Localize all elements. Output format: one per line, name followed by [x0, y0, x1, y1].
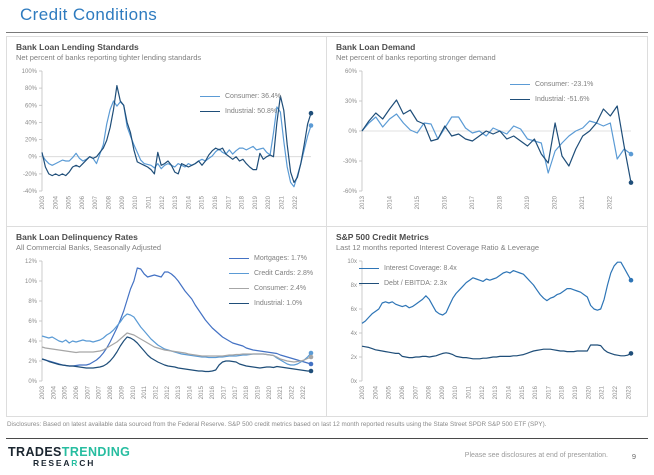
- x-tick-label: 2015: [199, 196, 206, 210]
- legend-label: Consumer: 2.4%: [254, 285, 307, 292]
- x-tick-label: 2020: [266, 196, 273, 210]
- legend-item-debt-ebitda: [359, 276, 457, 291]
- x-tick-label: 2010: [133, 196, 140, 210]
- legend-item-mortgages: [229, 251, 313, 266]
- x-tick-label: 2014: [186, 196, 193, 210]
- y-tick-label: 60%: [344, 69, 357, 75]
- chart-title: S&P 500 Credit Metrics: [336, 232, 429, 242]
- chart-panel-lending-standards: [7, 37, 327, 227]
- y-tick-label: 0%: [348, 129, 357, 135]
- x-tick-label: 2018: [239, 196, 246, 210]
- series-line-consumer: [42, 333, 311, 362]
- disclosure-text: Disclosures: Based on latest available data sourced from the Federal Reserve. S&P 500 credit metrics based on last 12 month reported results using the State Street SPDR S&P 500 ETF (SPY).: [7, 421, 547, 428]
- y-tick-label: 12%: [24, 259, 37, 265]
- x-tick-label: 2004: [51, 386, 58, 400]
- chart-subtitle: Net percent of banks reporting tighter lending standards: [16, 53, 202, 62]
- y-tick-label: 2x: [350, 355, 357, 361]
- y-tick-label: 100%: [21, 69, 37, 75]
- chart-title: Bank Loan Delinquency Rates: [16, 232, 138, 242]
- logo-trades: TRADES: [8, 445, 62, 459]
- legend-label: Mortgages: 1.7%: [254, 255, 307, 262]
- chart-legend: [359, 261, 457, 291]
- legend-item-consumer: [200, 89, 281, 104]
- series-end-dot-industrial: [629, 180, 634, 185]
- legend-line-swatch: [510, 99, 530, 101]
- series-end-dot-mortgages: [309, 362, 314, 367]
- series-end-dot-industrial: [309, 111, 314, 116]
- x-tick-label: 2006: [74, 386, 80, 400]
- x-tick-label: 2016: [213, 196, 219, 210]
- y-tick-label: 0%: [28, 379, 37, 385]
- y-tick-label: -20%: [22, 171, 37, 178]
- x-tick-label: 2018: [559, 386, 566, 400]
- x-tick-label: 2020: [586, 386, 593, 400]
- line-chart-loan-demand: [332, 65, 644, 225]
- x-tick-label: 2021: [279, 196, 286, 210]
- legend-item-industrial: [200, 104, 281, 119]
- x-tick-label: 2016: [442, 196, 449, 210]
- company-logo: [8, 446, 130, 468]
- x-tick-label: 2021: [599, 386, 606, 400]
- legend-item-credit-cards: [229, 266, 313, 281]
- chart-legend: [510, 77, 593, 107]
- x-tick-label: 2017: [470, 196, 476, 210]
- legend-line-swatch: [200, 96, 220, 98]
- x-tick-label: 2020: [266, 386, 273, 400]
- y-tick-label: 30%: [344, 99, 357, 105]
- x-tick-label: 2010: [130, 386, 137, 400]
- x-tick-label: 2007: [85, 386, 92, 400]
- legend-label: Industrial: 50.8%: [225, 108, 278, 115]
- chart-grid: [6, 36, 648, 417]
- x-tick-label: 2020: [552, 196, 559, 210]
- y-tick-label: -40%: [22, 189, 37, 195]
- x-tick-label: 2013: [360, 196, 366, 210]
- y-tick-label: 8x: [350, 283, 357, 289]
- x-tick-label: 2012: [164, 386, 171, 400]
- chart-subtitle: Net percent of banks reporting stronger demand: [336, 53, 496, 62]
- x-tick-label: 2003: [40, 386, 46, 400]
- legend-line-swatch: [229, 258, 249, 260]
- y-tick-label: 4x: [350, 331, 357, 337]
- series-end-dot-credit-cards: [309, 351, 314, 356]
- series-line-debt-ebitda: [362, 345, 631, 359]
- y-tick-label: 4%: [28, 339, 37, 345]
- logo-research: RESEARCH: [33, 458, 96, 469]
- x-tick-label: 2003: [360, 386, 366, 400]
- legend-label: Debt / EBITDA: 2.3x: [384, 280, 448, 287]
- legend-item-interest-coverage: [359, 261, 457, 276]
- legend-line-swatch: [359, 283, 379, 285]
- x-tick-label: 2008: [108, 386, 115, 400]
- x-tick-label: 2018: [497, 196, 504, 210]
- x-tick-label: 2021: [278, 386, 285, 400]
- legend-item-consumer: [229, 281, 313, 296]
- x-tick-label: 2011: [142, 386, 149, 399]
- chart-legend: [229, 251, 313, 311]
- chart-subtitle: Last 12 months reported Interest Coverage Ratio & Leverage: [336, 243, 540, 252]
- x-tick-label: 2013: [176, 386, 183, 400]
- y-tick-label: 60%: [24, 103, 37, 110]
- legend-line-swatch: [229, 273, 249, 275]
- x-tick-label: 2005: [386, 386, 393, 400]
- x-tick-label: 2006: [399, 386, 406, 400]
- x-tick-label: 2022: [300, 386, 307, 400]
- legend-label: Consumer: 36.4%: [225, 93, 282, 100]
- x-tick-label: 2012: [159, 196, 166, 210]
- series-line-credit-cards: [42, 314, 311, 365]
- y-tick-label: 0x: [350, 379, 357, 385]
- y-tick-label: -60%: [342, 189, 357, 195]
- series-end-dot-interest-coverage: [629, 278, 634, 283]
- x-tick-label: 2015: [415, 196, 421, 210]
- x-tick-label: 2013: [493, 386, 500, 400]
- series-end-dot-consumer: [309, 355, 314, 360]
- x-tick-label: 2005: [62, 386, 69, 400]
- x-tick-label: 2008: [426, 386, 433, 400]
- series-end-dot-consumer: [629, 152, 634, 157]
- legend-line-swatch: [510, 84, 530, 86]
- series-line-industrial: [362, 100, 631, 183]
- legend-label: Consumer: -23.1%: [535, 81, 594, 88]
- x-tick-label: 2014: [506, 386, 513, 400]
- chart-panel-loan-demand: [327, 37, 647, 227]
- footer-note: Please see disclosures at end of presentation.: [464, 452, 608, 459]
- logo-trending: TRENDING: [61, 445, 131, 459]
- x-tick-label: 2011: [146, 196, 153, 209]
- y-tick-label: 80%: [24, 86, 37, 93]
- legend-label: Interest Coverage: 8.4x: [384, 265, 457, 272]
- x-tick-label: 2017: [226, 196, 233, 210]
- legend-line-swatch: [229, 303, 249, 305]
- chart-title: Bank Loan Demand: [336, 42, 416, 52]
- x-tick-label: 2015: [198, 386, 205, 400]
- series-line-consumer: [362, 114, 631, 173]
- legend-item-industrial: [229, 296, 313, 311]
- legend-label: Industrial: -51.6%: [535, 96, 590, 103]
- x-tick-label: 2019: [573, 386, 579, 400]
- y-tick-label: -30%: [342, 159, 357, 165]
- legend-label: Industrial: 1.0%: [254, 300, 303, 307]
- x-tick-label: 2022: [613, 386, 619, 400]
- header-divider: [6, 32, 648, 33]
- x-tick-label: 2003: [40, 196, 46, 210]
- x-tick-label: 2019: [525, 196, 531, 210]
- x-tick-label: 2017: [232, 386, 239, 400]
- y-tick-label: 8%: [28, 299, 37, 305]
- x-tick-label: 2022: [292, 196, 299, 210]
- x-tick-label: 2023: [626, 386, 633, 400]
- x-tick-label: 2016: [533, 386, 540, 400]
- series-line-industrial: [42, 337, 311, 372]
- series-end-dot-consumer: [309, 123, 314, 128]
- chart-subtitle: All Commercial Banks, Seasonally Adjusted: [16, 243, 162, 252]
- x-tick-label: 2012: [479, 386, 486, 400]
- x-tick-label: 2005: [66, 196, 73, 210]
- x-tick-label: 2006: [79, 196, 86, 210]
- y-tick-label: 20%: [24, 137, 37, 144]
- x-tick-label: 2018: [244, 386, 251, 400]
- x-tick-label: 2013: [173, 196, 180, 210]
- page-title: Credit Conditions: [20, 5, 158, 24]
- x-tick-label: 2017: [546, 386, 553, 400]
- footer-divider: [6, 438, 648, 439]
- y-tick-label: 2%: [28, 359, 37, 365]
- x-tick-label: 2010: [453, 386, 460, 400]
- x-tick-label: 2015: [519, 386, 526, 400]
- legend-label: Credit Cards: 2.8%: [254, 270, 314, 277]
- legend-item-industrial: [510, 92, 593, 107]
- x-tick-label: 2022: [607, 196, 614, 210]
- legend-line-swatch: [359, 268, 379, 270]
- x-tick-label: 2009: [119, 386, 126, 400]
- x-tick-label: 2019: [252, 196, 259, 210]
- x-tick-label: 2019: [255, 386, 262, 400]
- legend-line-swatch: [229, 288, 249, 290]
- x-tick-label: 2011: [466, 386, 473, 399]
- x-tick-label: 2004: [53, 196, 60, 210]
- chart-title: Bank Loan Lending Standards: [16, 42, 139, 52]
- chart-panel-delinquency-rates: [7, 227, 327, 417]
- x-tick-label: 2012: [153, 386, 160, 400]
- y-tick-label: 10%: [24, 279, 37, 285]
- chart-legend: [200, 89, 281, 119]
- x-tick-label: 2007: [93, 196, 100, 210]
- x-tick-label: 2007: [96, 386, 103, 400]
- x-tick-label: 2007: [413, 386, 420, 400]
- series-end-dot-industrial: [309, 369, 314, 374]
- x-tick-label: 2008: [106, 196, 113, 210]
- x-tick-label: 2017: [221, 386, 228, 400]
- legend-item-consumer: [510, 77, 593, 92]
- x-tick-label: 2021: [580, 196, 586, 210]
- y-tick-label: 6%: [28, 319, 37, 325]
- x-tick-label: 2014: [187, 386, 194, 400]
- y-tick-label: 0%: [28, 154, 37, 161]
- x-tick-label: 2009: [439, 386, 446, 400]
- x-tick-label: 2014: [387, 196, 394, 210]
- x-tick-label: 2022: [289, 386, 296, 400]
- legend-line-swatch: [200, 111, 220, 113]
- chart-panel-sp500-credit-metrics: [327, 227, 647, 417]
- x-tick-label: 2009: [119, 196, 126, 210]
- x-tick-label: 2004: [373, 386, 380, 400]
- y-tick-label: 6x: [350, 307, 357, 313]
- page-number: 9: [631, 452, 636, 461]
- y-tick-label: 10x: [347, 259, 357, 265]
- x-tick-label: 2016: [210, 386, 217, 400]
- series-end-dot-debt-ebitda: [629, 351, 634, 356]
- y-tick-label: 40%: [24, 120, 37, 127]
